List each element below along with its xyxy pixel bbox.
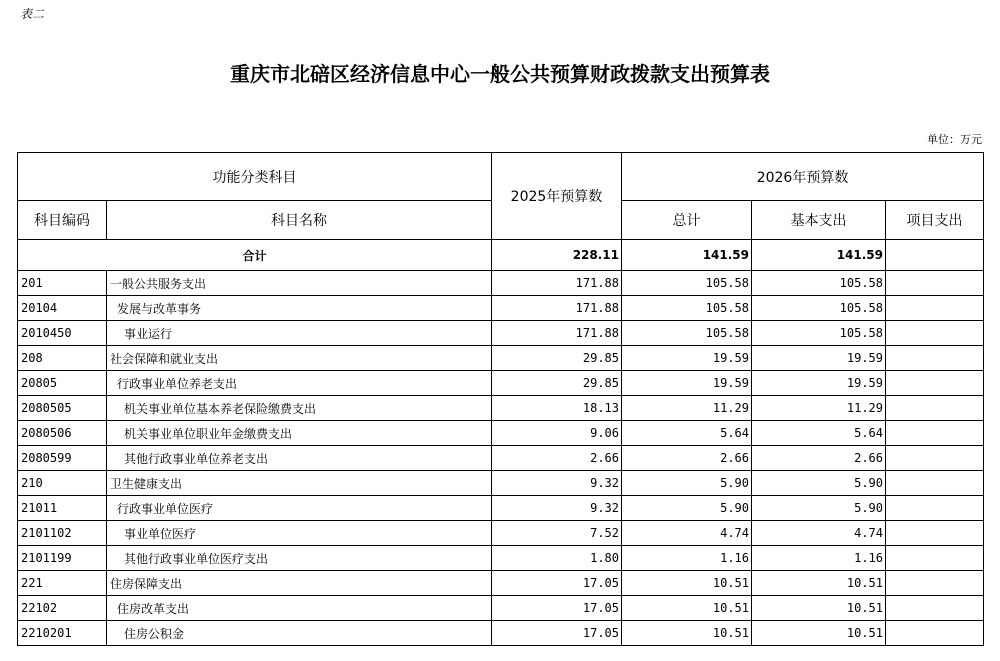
row-2026-total: 19.59 — [622, 371, 752, 396]
row-2026-basic: 10.51 — [752, 596, 886, 621]
table-row — [18, 271, 984, 296]
row-code: 2101199 — [18, 546, 107, 571]
row-2025: 9.32 — [492, 496, 622, 521]
table-row — [18, 396, 984, 421]
row-2026-total: 5.90 — [622, 471, 752, 496]
row-2026-project — [886, 571, 984, 596]
row-code: 2080599 — [18, 446, 107, 471]
row-2026-basic: 1.16 — [752, 546, 886, 571]
row-2026-basic: 105.58 — [752, 271, 886, 296]
row-name: 发展与改革事务 — [107, 296, 492, 321]
project-expenditure-header: 项目支出 — [886, 201, 984, 240]
subject-name-header: 科目名称 — [107, 201, 492, 240]
row-name: 卫生健康支出 — [107, 471, 492, 496]
row-name: 机关事业单位基本养老保险缴费支出 — [107, 396, 492, 421]
row-2026-total: 19.59 — [622, 346, 752, 371]
row-name: 事业运行 — [107, 321, 492, 346]
row-2026-basic: 10.51 — [752, 621, 886, 646]
table-row — [18, 346, 984, 371]
row-2025: 17.05 — [492, 596, 622, 621]
budget-2025-header: 2025年预算数 — [492, 153, 622, 240]
table-row — [18, 521, 984, 546]
row-code: 22102 — [18, 596, 107, 621]
row-2026-project — [886, 321, 984, 346]
row-2026-total: 10.51 — [622, 596, 752, 621]
row-2026-project — [886, 521, 984, 546]
row-2026-total: 11.29 — [622, 396, 752, 421]
row-2026-project — [886, 421, 984, 446]
row-2026-total: 5.64 — [622, 421, 752, 446]
row-2025: 9.32 — [492, 471, 622, 496]
row-2026-project — [886, 346, 984, 371]
row-2026-project — [886, 621, 984, 646]
total-header: 总计 — [622, 201, 752, 240]
row-code: 210 — [18, 471, 107, 496]
row-2025: 171.88 — [492, 321, 622, 346]
row-2026-basic: 5.90 — [752, 471, 886, 496]
row-name: 社会保障和就业支出 — [107, 346, 492, 371]
row-2026-project — [886, 496, 984, 521]
row-code: 20805 — [18, 371, 107, 396]
row-2026-basic: 10.51 — [752, 571, 886, 596]
total-row — [18, 240, 984, 271]
row-2025: 29.85 — [492, 371, 622, 396]
total-2025: 228.11 — [492, 240, 622, 271]
row-2026-basic: 4.74 — [752, 521, 886, 546]
table-row — [18, 371, 984, 396]
table-number-tag: 表二 — [20, 7, 45, 21]
row-2026-total: 105.58 — [622, 321, 752, 346]
row-2026-basic: 2.66 — [752, 446, 886, 471]
row-code: 208 — [18, 346, 107, 371]
row-2026-basic: 5.90 — [752, 496, 886, 521]
row-code: 2010450 — [18, 321, 107, 346]
row-2025: 1.80 — [492, 546, 622, 571]
row-2026-basic: 11.29 — [752, 396, 886, 421]
row-2025: 29.85 — [492, 346, 622, 371]
row-code: 201 — [18, 271, 107, 296]
row-2026-basic: 5.64 — [752, 421, 886, 446]
row-2026-total: 2.66 — [622, 446, 752, 471]
subject-code-header: 科目编码 — [18, 201, 107, 240]
row-2026-total: 105.58 — [622, 271, 752, 296]
row-2025: 18.13 — [492, 396, 622, 421]
row-name: 事业单位医疗 — [107, 521, 492, 546]
row-code: 20104 — [18, 296, 107, 321]
basic-expenditure-header: 基本支出 — [752, 201, 886, 240]
function-category-header: 功能分类科目 — [18, 153, 492, 201]
total-label: 合计 — [18, 240, 492, 271]
row-2025: 9.06 — [492, 421, 622, 446]
row-code: 2101102 — [18, 521, 107, 546]
table-row — [18, 621, 984, 646]
row-2025: 171.88 — [492, 271, 622, 296]
table-row — [18, 296, 984, 321]
total-2026-basic: 141.59 — [752, 240, 886, 271]
row-2026-project — [886, 271, 984, 296]
row-name: 行政事业单位医疗 — [107, 496, 492, 521]
row-2026-project — [886, 596, 984, 621]
row-2025: 17.05 — [492, 621, 622, 646]
row-2026-project — [886, 396, 984, 421]
row-2025: 2.66 — [492, 446, 622, 471]
row-2026-basic: 19.59 — [752, 346, 886, 371]
row-name: 其他行政事业单位养老支出 — [107, 446, 492, 471]
table-row — [18, 596, 984, 621]
budget-2026-header: 2026年预算数 — [622, 153, 984, 201]
row-code: 2080506 — [18, 421, 107, 446]
row-2026-project — [886, 446, 984, 471]
budget-table — [17, 152, 984, 646]
row-name: 住房公积金 — [107, 621, 492, 646]
row-code: 2080505 — [18, 396, 107, 421]
table-row — [18, 546, 984, 571]
table-row — [18, 496, 984, 521]
row-name: 一般公共服务支出 — [107, 271, 492, 296]
row-name: 住房改革支出 — [107, 596, 492, 621]
table-row — [18, 321, 984, 346]
row-2026-project — [886, 296, 984, 321]
row-name: 住房保障支出 — [107, 571, 492, 596]
row-2025: 17.05 — [492, 571, 622, 596]
row-name: 行政事业单位养老支出 — [107, 371, 492, 396]
table-row — [18, 421, 984, 446]
row-2026-project — [886, 546, 984, 571]
total-2026-total: 141.59 — [622, 240, 752, 271]
unit-label: 单位：万元 — [927, 133, 982, 146]
row-code: 21011 — [18, 496, 107, 521]
row-2026-total: 10.51 — [622, 571, 752, 596]
row-name: 其他行政事业单位医疗支出 — [107, 546, 492, 571]
row-2026-total: 5.90 — [622, 496, 752, 521]
row-2026-total: 10.51 — [622, 621, 752, 646]
row-code: 221 — [18, 571, 107, 596]
table-row — [18, 446, 984, 471]
header-row-1 — [18, 153, 984, 201]
row-2026-total: 4.74 — [622, 521, 752, 546]
row-2025: 171.88 — [492, 296, 622, 321]
row-2026-project — [886, 371, 984, 396]
row-2026-basic: 105.58 — [752, 296, 886, 321]
row-name: 机关事业单位职业年金缴费支出 — [107, 421, 492, 446]
page-title: 重庆市北碚区经济信息中心一般公共预算财政拨款支出预算表 — [230, 62, 770, 86]
total-2026-project — [886, 240, 984, 271]
row-2026-basic: 105.58 — [752, 321, 886, 346]
table-row — [18, 471, 984, 496]
row-2026-project — [886, 471, 984, 496]
row-2026-total: 1.16 — [622, 546, 752, 571]
table-row — [18, 571, 984, 596]
row-code: 2210201 — [18, 621, 107, 646]
row-2026-total: 105.58 — [622, 296, 752, 321]
row-2025: 7.52 — [492, 521, 622, 546]
row-2026-basic: 19.59 — [752, 371, 886, 396]
